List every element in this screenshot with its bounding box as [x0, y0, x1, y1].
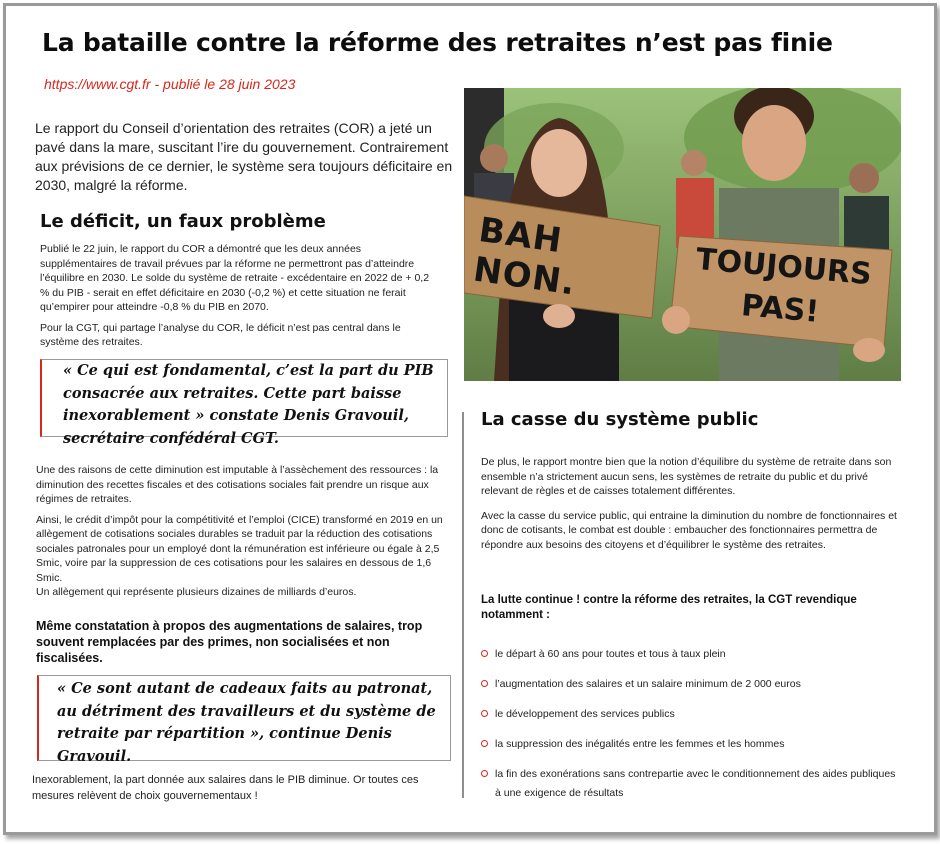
paragraph: Ainsi, le crédit d’impôt pour la compétitivité et l’emploi (CICE) transformé en 2019 en un allègement de cotisations sociales durables se traduit par la réduction des cotisations sociales patronales pour un employé dont la rémunération est inférieure ou égale à 2,5 Smic, voire par la suppression de ces cotisations pour les salaires en dessous de 1,6 Smic.	[36, 513, 443, 584]
bullet-icon	[481, 650, 488, 657]
demands-intro: La lutte continue ! contre la réforme des retraites, la CGT revendique notamment :	[481, 594, 857, 621]
sign-right-text: TOUJOURS PAS!	[694, 242, 874, 330]
bullet-icon	[481, 710, 488, 717]
source-line: https://www.cgt.fr - publié le 28 juin 2023	[44, 76, 296, 92]
sign-left-text: BAH NON.	[470, 210, 579, 304]
list-item: la suppression des inégalités entre les femmes et les hommes	[481, 735, 901, 754]
paragraph: Publié le 22 juin, le rapport du COR a démontré que les deux années supplémentaires de travail prévues par la réforme ne permettront pas d’atteindre l’équilibre en 2030. Le solde du système de retraite - excédentaire en 2022 de + 0,2 % du PIB - serait en effet déficitaire en 2030 (-0,2 %) et cette situation ne ferait qu’empirer pour atteindre -0,8 % du PIB en 2070.	[40, 243, 430, 313]
column-divider	[462, 412, 464, 798]
list-item: l’augmentation des salaires et un salaire minimum de 2 000 euros	[481, 675, 901, 694]
paragraph: Une des raisons de cette diminution est imputable à l’assèchement des ressources : la diminution des recettes fiscales et des cotisations sociales fait prendre un risque aux régimes de retraites.	[36, 464, 439, 505]
list-item: la fin des exonérations sans contrepartie avec le conditionnement des aides publiques à une exigence de résultats	[481, 765, 901, 803]
intro-paragraph: Le rapport du Conseil d’orientation des retraites (COR) a jeté un pavé dans la mare, suscitant l’ire du gouvernement. Contrairement aux prévisions de ce dernier, le système sera toujours déficitaire en 2030, malgré la réforme.	[35, 120, 453, 193]
quote-box-2: « Ce sont autant de cadeaux faits au patronat, au détriment des travailleurs et du système de retraite par répartition », continue Denis Gravouil.	[37, 675, 451, 761]
closing-paragraph: Inexorablement, la part donnée aux salaires dans le PIB diminue. Or toutes ces mesures relèvent de choix gouvernementaux !	[32, 774, 419, 802]
paragraph: Pour la CGT, qui partage l’analyse du COR, le déficit n’est pas central dans le système des retraites.	[40, 321, 401, 348]
protest-photo	[464, 88, 901, 381]
paragraph: Avec la casse du service public, qui entraine la diminution du nombre de fonctionnaires et donc de cotisants, le combat est double : embaucher des fonctionnaires permettra de répondre aux besoins des citoyens et d’équilibrer le système des retraites.	[481, 509, 897, 551]
quote-box-1: « Ce qui est fondamental, c’est la part du PIB consacrée aux retraites. Cette part baisse inexorablement » constate Denis Gravouil, secrétaire confédéral CGT.	[40, 359, 448, 437]
paragraph: Un allègement qui représente plusieurs dizaines de milliards d’euros.	[36, 586, 357, 598]
paragraph: De plus, le rapport montre bien que la notion d’équilibre du système de retraite dans son ensemble n’a strictement aucun sens, les systèmes de retraite du public et du privé relevant de règles et de caisses totalement différentes.	[481, 456, 892, 497]
section1-heading: Le déficit, un faux problème	[40, 211, 326, 232]
bold-statement: Même constatation à propos des augmentations de salaires, trop souvent remplacées par des primes, non socialisées et non fiscalisées.	[36, 619, 423, 665]
section2-text	[481, 455, 901, 558]
article-title: La bataille contre la réforme des retraites n’est pas finie	[42, 28, 833, 57]
list-item: le développement des services publics	[481, 705, 901, 724]
bullet-icon	[481, 740, 488, 747]
section1-text-a	[40, 242, 440, 356]
bullet-icon	[481, 770, 488, 777]
bullet-icon	[481, 680, 488, 687]
demands-list	[481, 645, 901, 803]
section2-heading: La casse du système public	[481, 409, 759, 430]
list-item: le départ à 60 ans pour toutes et tous à taux plein	[481, 645, 901, 664]
section1-text-b	[36, 463, 448, 606]
